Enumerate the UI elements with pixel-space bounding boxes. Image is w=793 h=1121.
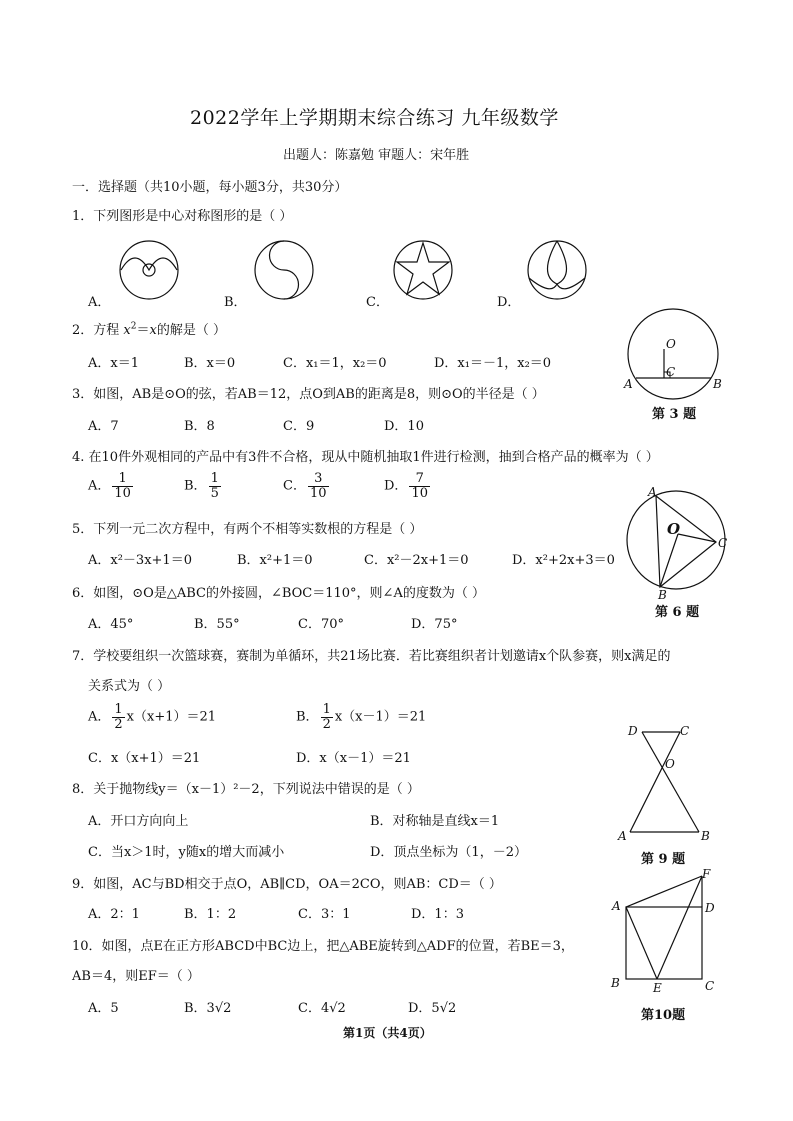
q9-option-c: C．3：1 <box>298 907 351 922</box>
q5-option-d: D．x²+2x+3＝0 <box>512 553 615 568</box>
q10-option-d: D．5√2 <box>408 1001 457 1016</box>
q9-stem: 9．如图，AC与BD相交于点O，AB∥CD，OA＝2CO，则AB：CD＝（ ） <box>72 877 502 892</box>
q10-option-c: C．4√2 <box>298 1001 346 1016</box>
q6-label-a: A <box>648 485 657 499</box>
q7-stem-line1: 7．学校要组织一次篮球赛，赛制为单循环，共21场比赛．若比赛组织者计划邀请x个队参赛，则x满足的 <box>72 649 671 664</box>
q6-option-a: A．45° <box>88 617 134 632</box>
q8-option-a: A．开口方向向上 <box>88 814 189 829</box>
q4-fraction-a: $\frac{1}{10}$ <box>114 471 131 501</box>
q10-label-c: C <box>705 979 715 993</box>
q9-option-d: D．1：3 <box>411 907 464 922</box>
q4-fraction-d: $\frac{7}{10}$ <box>411 471 428 501</box>
q1-option-c: C． <box>366 295 389 310</box>
q3-label-a: A <box>624 377 633 391</box>
q9-label-b: B <box>701 829 710 843</box>
q6-option-d: D．75° <box>411 617 458 632</box>
q6-label-c: C <box>718 536 728 550</box>
page-number: 第1页（共4页） <box>343 1026 432 1040</box>
q2-option-b: B．x＝0 <box>184 356 236 371</box>
q8-option-d: D．顶点坐标为（1，－2） <box>370 845 527 860</box>
q7-option-d: D．x（x－1）＝21 <box>296 751 411 766</box>
q3-option-b: B．8 <box>184 419 215 434</box>
q7-half-b: $\frac{1}{2}$ <box>322 702 331 732</box>
q1-figure-c <box>392 240 456 304</box>
q5-option-a: A．x²－3x+1＝0 <box>88 553 192 568</box>
q4-stem: 4. 在10件外观相同的产品中有3件不合格，现从中随机抽取1件进行检测，抽到合格产品的概率为（ ） <box>72 450 659 465</box>
q3-option-c: C．9 <box>283 419 315 434</box>
q9-label-a: A <box>618 829 627 843</box>
q3-option-d: D．10 <box>384 419 424 434</box>
q6-option-c: C．70° <box>298 617 344 632</box>
q5-stem: 5．下列一元二次方程中，有两个不相等实数根的方程是（ ） <box>72 522 423 537</box>
q7-option-b: B． $\frac{1}{2}$ x（x－1）＝21 <box>296 702 427 732</box>
q6-option-b: B．55° <box>194 617 240 632</box>
q3-label-o: O <box>666 337 676 351</box>
q4-option-a: A． $\frac{1}{10}$ <box>88 471 131 501</box>
q10-label-e: E <box>653 981 662 995</box>
q6-label-b: B <box>658 588 667 602</box>
q3-option-a: A．7 <box>88 419 119 434</box>
q3-label-b: B <box>713 377 722 391</box>
q5-option-b: B．x²+1＝0 <box>237 553 313 568</box>
q7-option-a: A． $\frac{1}{2}$ x（x+1）＝21 <box>88 702 217 732</box>
q1-option-a: A． <box>88 295 111 310</box>
q2-option-a: A．x＝1 <box>88 356 139 371</box>
q3-label-c: C <box>666 365 676 379</box>
q8-option-b: B．对称轴是直线x＝1 <box>370 814 500 829</box>
q7-option-c: C．x（x+1）＝21 <box>88 751 201 766</box>
q6-figure <box>618 484 738 602</box>
q5-option-c: C．x²－2x+1＝0 <box>364 553 469 568</box>
q8-option-c: C．当x＞1时，y随x的增大而减小 <box>88 845 285 860</box>
q10-label-b: B <box>611 976 620 990</box>
section-heading: 一．选择题（共10小题，每小题3分，共30分） <box>72 180 348 195</box>
q1-option-d: D． <box>497 295 521 310</box>
q6-stem: 6．如图，⊙O是△ABC的外接圆，∠BOC＝110°，则∠A的度数为（ ） <box>72 586 485 601</box>
q10-figure <box>606 867 726 995</box>
q10-option-a: A．5 <box>88 1001 119 1016</box>
q9-label-o: O <box>665 757 675 771</box>
q10-stem-line2: AB＝4，则EF＝（ ） <box>72 969 200 984</box>
q10-caption: 第10题 <box>641 1008 686 1023</box>
q4-option-c: C． $\frac{3}{10}$ <box>283 471 327 501</box>
q9-label-d: D <box>628 724 638 738</box>
q3-figure <box>620 318 730 408</box>
q4-option-d: D． $\frac{7}{10}$ <box>384 471 428 501</box>
q9-figure <box>616 720 721 844</box>
q9-option-a: A．2：1 <box>88 907 140 922</box>
q3-caption: 第 3 题 <box>652 407 697 422</box>
q6-label-o: O <box>667 520 681 538</box>
q1-option-b: B． <box>224 295 247 310</box>
author-line: 出题人：陈嘉勉 审题人：宋年胜 <box>283 148 470 163</box>
q4-fraction-c: $\frac{3}{10}$ <box>309 471 327 501</box>
q7-stem-line2: 关系式为（ ） <box>88 679 171 694</box>
q1-figure-d <box>526 240 590 304</box>
q2-stem: 2．方程 $x^2=x$的解是（ ） <box>72 321 226 338</box>
q4-fraction-b: $\frac{1}{5}$ <box>210 471 219 501</box>
q1-stem: 1．下列图形是中心对称图形的是（ ） <box>72 209 293 224</box>
q2-option-c: C．x₁＝1，x₂＝0 <box>283 356 387 371</box>
page-title: 2022学年上学期期末综合练习 九年级数学 <box>190 107 559 129</box>
q3-stem: 3．如图，AB是⊙O的弦，若AB＝12，点O到AB的距离是8，则⊙O的半径是（ ） <box>72 387 545 402</box>
q10-option-b: B．3√2 <box>184 1001 232 1016</box>
q9-caption: 第 9 题 <box>641 852 686 867</box>
q8-stem: 8．关于抛物线y＝（x－1）²－2，下列说法中错误的是（ ） <box>72 782 420 797</box>
q1-figure-a <box>118 240 182 304</box>
q10-label-a: A <box>612 899 621 913</box>
q10-label-d: D <box>705 901 715 915</box>
q10-label-f: F <box>702 867 711 881</box>
q1-figure-b <box>253 240 317 304</box>
q9-label-c: C <box>680 724 690 738</box>
q9-option-b: B．1：2 <box>184 907 237 922</box>
q2-option-d: D．x₁＝－1，x₂＝0 <box>434 356 552 371</box>
q7-half-a: $\frac{1}{2}$ <box>114 702 123 732</box>
q4-option-b: B． $\frac{1}{5}$ <box>184 471 219 501</box>
q10-stem-line1: 10．如图，点E在正方形ABCD中BC边上，把△ABE旋转到△ADF的位置，若BE＝3， <box>72 939 574 954</box>
q6-caption: 第 6 题 <box>655 605 700 620</box>
